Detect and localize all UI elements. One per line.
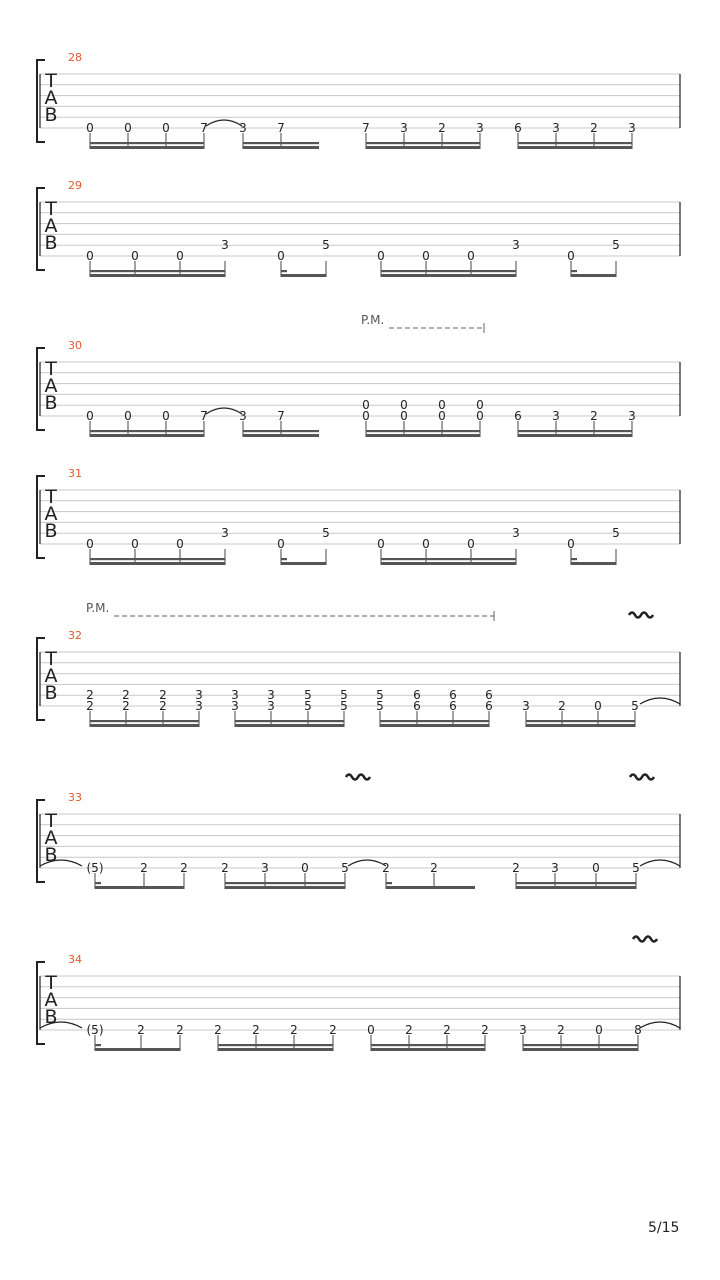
fret-number: 3 (476, 121, 484, 135)
fret-number: 3 (239, 409, 247, 423)
beam-primary (95, 886, 184, 889)
measure-number: 28 (68, 51, 82, 64)
fret-number: 2 (252, 1023, 260, 1037)
beam-primary (386, 886, 475, 889)
tab-clef-letter: B (44, 682, 58, 704)
fret-number: 2 (590, 121, 598, 135)
fret-number: 3 (231, 699, 239, 713)
fret-number: 0 (176, 537, 184, 551)
beam-primary (518, 146, 632, 149)
fret-number: (5) (86, 861, 104, 875)
beam-primary (225, 886, 345, 889)
fret-number: 0 (377, 249, 385, 263)
beam-primary (95, 1048, 180, 1051)
tie-arc (206, 408, 242, 414)
fret-number: 3 (267, 699, 275, 713)
slide-marker (633, 937, 657, 942)
beam-secondary (90, 270, 225, 272)
measure-number: 30 (68, 339, 82, 352)
beam-secondary (381, 558, 516, 560)
beam-primary (90, 146, 204, 149)
beam-primary (571, 562, 616, 565)
beam-primary (371, 1048, 485, 1051)
beam-secondary (218, 1044, 333, 1046)
beam-primary (235, 724, 344, 727)
fret-number: 2 (443, 1023, 451, 1037)
fret-number: 5 (376, 699, 384, 713)
fret-number: 6 (485, 699, 493, 713)
tab-clef-letter: A (44, 375, 58, 397)
tab-clef-letter: B (44, 104, 58, 126)
fret-number: 5 (322, 238, 330, 253)
tab-clef-letter: T (45, 648, 57, 670)
beam-secondary (90, 430, 204, 432)
beam-secondary (523, 1044, 638, 1046)
tie-arc (640, 860, 680, 866)
fret-number: 3 (221, 238, 229, 253)
fret-number: 5 (376, 688, 384, 703)
fret-number: 7 (362, 121, 370, 135)
tab-clef-letter: A (44, 827, 58, 849)
fret-number: 2 (438, 121, 446, 135)
beam-primary (366, 146, 480, 149)
tie-arc (640, 698, 680, 704)
fret-number: 5 (322, 526, 330, 541)
beam-primary (571, 274, 616, 277)
fret-number: 2 (140, 861, 148, 875)
fret-number: 3 (267, 688, 275, 703)
fret-number: 6 (413, 688, 421, 703)
beam-stub (95, 1044, 101, 1046)
palm-mute-label: P.M. (86, 601, 110, 615)
fret-number: 0 (438, 398, 446, 413)
fret-number: 5 (304, 699, 312, 713)
beam-stub (281, 558, 287, 560)
fret-number: 3 (195, 688, 203, 703)
beam-secondary (90, 142, 204, 144)
fret-number: 3 (239, 121, 247, 135)
beam-primary (90, 562, 225, 565)
fret-number: 5 (632, 861, 640, 875)
fret-number: 0 (467, 537, 475, 551)
fret-number: 6 (413, 699, 421, 713)
tab-clef-letter: T (45, 810, 57, 832)
fret-number: 0 (595, 1023, 603, 1037)
fret-number: 5 (340, 699, 348, 713)
fret-number: 2 (159, 699, 167, 713)
tab-clef-letter: A (44, 989, 58, 1011)
fret-number: 2 (405, 1023, 413, 1037)
beam-primary (281, 274, 326, 277)
fret-number: (5) (86, 1023, 104, 1037)
beam-primary (243, 146, 319, 149)
fret-number: 0 (131, 249, 139, 263)
fret-number: 0 (86, 121, 94, 135)
fret-number: 5 (612, 238, 620, 253)
tab-clef-letter: A (44, 215, 58, 237)
beam-secondary (90, 558, 225, 560)
fret-number: 0 (162, 409, 170, 423)
fret-number: 2 (214, 1023, 222, 1037)
fret-number: 3 (195, 699, 203, 713)
fret-number: 2 (176, 1023, 184, 1037)
tab-clef-letter: B (44, 520, 58, 542)
tab-clef-letter: T (45, 972, 57, 994)
beam-secondary (243, 430, 319, 432)
fret-number: 3 (400, 121, 408, 135)
fret-number: 0 (86, 249, 94, 263)
measure-number: 32 (68, 629, 82, 642)
fret-number: 3 (221, 526, 229, 541)
slide-marker (630, 775, 654, 780)
beam-secondary (381, 270, 516, 272)
beam-secondary (371, 1044, 485, 1046)
beam-primary (516, 886, 636, 889)
beam-primary (218, 1048, 333, 1051)
beam-secondary (518, 142, 632, 144)
beam-primary (381, 274, 516, 277)
measure-number: 33 (68, 791, 82, 804)
fret-number: 5 (612, 526, 620, 541)
fret-number: 3 (261, 861, 269, 875)
fret-number: 3 (628, 121, 636, 135)
slide-marker (629, 613, 653, 618)
fret-number: 0 (467, 249, 475, 263)
fret-number: 0 (400, 409, 408, 423)
fret-number: 3 (628, 409, 636, 423)
fret-number: 7 (200, 409, 208, 423)
fret-number: 0 (362, 398, 370, 413)
fret-number: 5 (631, 699, 639, 713)
beam-primary (526, 724, 635, 727)
beam-secondary (526, 720, 635, 722)
fret-number: 2 (122, 699, 130, 713)
beam-primary (90, 724, 199, 727)
fret-number: 0 (176, 249, 184, 263)
slide-marker (346, 775, 370, 780)
fret-number: 2 (557, 1023, 565, 1037)
beam-secondary (518, 430, 632, 432)
fret-number: 6 (485, 688, 493, 703)
fret-number: 3 (519, 1023, 527, 1037)
fret-number: 0 (567, 537, 575, 551)
fret-number: 2 (86, 688, 94, 703)
beam-secondary (380, 720, 489, 722)
tab-clef-letter: T (45, 358, 57, 380)
fret-number: 0 (86, 537, 94, 551)
beam-secondary (366, 142, 480, 144)
fret-number: 2 (329, 1023, 337, 1037)
beam-stub (571, 270, 577, 272)
beam-primary (243, 434, 319, 437)
tab-clef-letter: T (45, 70, 57, 92)
beam-primary (281, 562, 326, 565)
beam-primary (90, 274, 225, 277)
fret-number: 3 (231, 688, 239, 703)
beam-secondary (235, 720, 344, 722)
tie-arc (206, 120, 242, 126)
fret-number: 0 (422, 249, 430, 263)
beam-primary (523, 1048, 638, 1051)
beam-secondary (90, 720, 199, 722)
fret-number: 6 (514, 409, 522, 423)
fret-number: 2 (180, 861, 188, 875)
page-number: 5/15 (648, 1220, 680, 1236)
fret-number: 0 (277, 537, 285, 551)
fret-number: 5 (341, 861, 349, 875)
beam-primary (380, 724, 489, 727)
tab-clef-letter: T (45, 198, 57, 220)
fret-number: 0 (277, 249, 285, 263)
fret-number: 0 (377, 537, 385, 551)
fret-number: 2 (558, 699, 566, 713)
fret-number: 0 (301, 861, 309, 875)
fret-number: 0 (362, 409, 370, 423)
tie-arc (640, 1022, 680, 1028)
tab-clef-letter: B (44, 844, 58, 866)
fret-number: 2 (590, 409, 598, 423)
beam-primary (90, 434, 204, 437)
fret-number: 3 (552, 409, 560, 423)
measure-number: 34 (68, 953, 82, 966)
tab-clef-letter: T (45, 486, 57, 508)
fret-number: 0 (124, 409, 132, 423)
fret-number: 2 (430, 861, 438, 875)
fret-number: 2 (86, 699, 94, 713)
measure-number: 29 (68, 179, 82, 192)
beam-secondary (516, 882, 636, 884)
tab-clef-letter: B (44, 392, 58, 414)
fret-number: 0 (400, 398, 408, 413)
fret-number: 0 (86, 409, 94, 423)
fret-number: 2 (122, 688, 130, 703)
fret-number: 0 (438, 409, 446, 423)
fret-number: 6 (514, 121, 522, 135)
fret-number: 3 (552, 121, 560, 135)
beam-secondary (366, 430, 480, 432)
fret-number: 3 (522, 699, 530, 713)
beam-stub (571, 558, 577, 560)
fret-number: 0 (592, 861, 600, 875)
fret-number: 0 (476, 409, 484, 423)
fret-number: 7 (277, 409, 285, 423)
fret-number: 2 (382, 861, 390, 875)
fret-number: 2 (512, 861, 520, 875)
fret-number: 6 (449, 688, 457, 703)
measure-number: 31 (68, 467, 82, 480)
fret-number: 7 (200, 121, 208, 135)
beam-stub (95, 882, 101, 884)
fret-number: 0 (567, 249, 575, 263)
fret-number: 0 (131, 537, 139, 551)
fret-number: 2 (159, 688, 167, 703)
fret-number: 2 (137, 1023, 145, 1037)
fret-number: 2 (481, 1023, 489, 1037)
fret-number: 2 (290, 1023, 298, 1037)
beam-stub (281, 270, 287, 272)
tab-clef-letter: A (44, 87, 58, 109)
fret-number: 5 (340, 688, 348, 703)
fret-number: 5 (304, 688, 312, 703)
fret-number: 3 (512, 238, 520, 253)
beam-secondary (243, 142, 319, 144)
fret-number: 8 (634, 1023, 642, 1037)
tie-arc (348, 860, 386, 866)
tab-clef-letter: B (44, 232, 58, 254)
tab-clef-letter: A (44, 665, 58, 687)
fret-number: 2 (221, 861, 229, 875)
fret-number: 3 (551, 861, 559, 875)
fret-number: 0 (422, 537, 430, 551)
beam-primary (366, 434, 480, 437)
fret-number: 0 (124, 121, 132, 135)
beam-stub (386, 882, 392, 884)
fret-number: 3 (512, 526, 520, 541)
beam-secondary (225, 882, 345, 884)
fret-number: 0 (367, 1023, 375, 1037)
beam-primary (381, 562, 516, 565)
fret-number: 0 (594, 699, 602, 713)
fret-number: 6 (449, 699, 457, 713)
beam-primary (518, 434, 632, 437)
fret-number: 0 (162, 121, 170, 135)
palm-mute-label: P.M. (361, 313, 385, 327)
tab-clef-letter: B (44, 1006, 58, 1028)
fret-number: 7 (277, 121, 285, 135)
fret-number: 0 (476, 398, 484, 413)
tab-clef-letter: A (44, 503, 58, 525)
